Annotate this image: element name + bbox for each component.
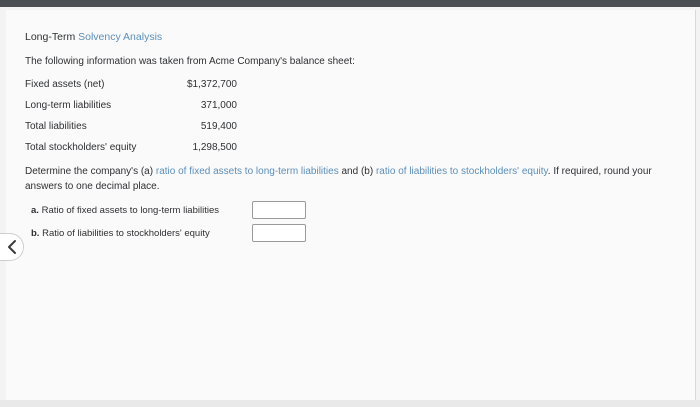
question-part-3: . If required, round your answers to one decimal place. bbox=[25, 166, 652, 192]
row-label-long-term-liabilities: Long-term liabilities bbox=[25, 100, 112, 111]
top-bar bbox=[0, 0, 700, 7]
part-a-label bbox=[31, 205, 219, 216]
row-label-fixed-assets: Fixed assets (net) bbox=[25, 79, 105, 90]
question-text bbox=[25, 164, 690, 194]
row-value-fixed-assets: $1,372,700 bbox=[186, 79, 237, 90]
question-part-2: and (b) bbox=[338, 166, 376, 177]
page-title bbox=[25, 31, 162, 43]
row-value-stockholders-equity: 1,298,500 bbox=[192, 142, 237, 153]
part-b-letter: b. bbox=[31, 228, 40, 239]
glossary-link-liabilities-ratio[interactable]: ratio of liabilities to stockholders' equity bbox=[375, 166, 548, 177]
row-value-long-term-liabilities: 371,000 bbox=[200, 100, 237, 111]
question-part-1: Determine the company's (a) bbox=[25, 166, 156, 177]
glossary-link-fixed-assets-ratio[interactable]: ratio of fixed assets to long-term liabilities bbox=[155, 166, 339, 177]
part-b-label bbox=[31, 228, 210, 239]
chevron-left-icon bbox=[6, 239, 18, 255]
row-label-stockholders-equity: Total stockholders' equity bbox=[25, 142, 137, 153]
answer-input-a[interactable] bbox=[252, 201, 306, 219]
intro-text: The following information was taken from Acme Company's balance sheet: bbox=[25, 56, 355, 67]
title-accent: Solvency Analysis bbox=[78, 31, 163, 43]
part-a-text: Ratio of fixed assets to long-term liabilities bbox=[41, 205, 219, 216]
answer-input-b[interactable] bbox=[252, 224, 306, 242]
part-a-letter: a. bbox=[31, 205, 39, 216]
bottom-strip bbox=[0, 400, 700, 407]
row-label-total-liabilities: Total liabilities bbox=[25, 121, 87, 132]
part-b-text: Ratio of liabilities to stockholders' equity bbox=[42, 228, 210, 239]
title-prefix: Long-Term bbox=[25, 31, 79, 43]
row-value-total-liabilities: 519,400 bbox=[200, 121, 237, 132]
